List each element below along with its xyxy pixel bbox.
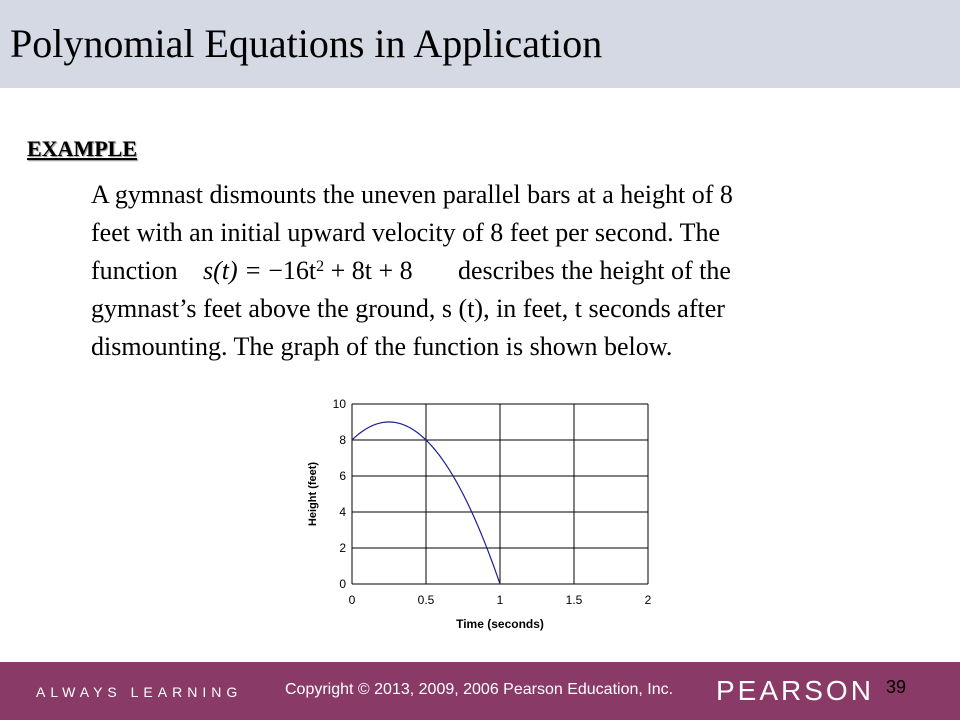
y-tick-label: 4 <box>339 505 346 519</box>
footer-bar <box>0 662 960 720</box>
slide-title: Polynomial Equations in Application <box>10 21 603 66</box>
y-tick-label: 10 <box>332 397 346 411</box>
footer-tagline: ALWAYS LEARNING <box>36 684 243 700</box>
paragraph-line-3-post: describes the height of the <box>458 256 731 285</box>
example-label: EXAMPLE <box>27 136 137 161</box>
y-tick-label: 0 <box>339 577 346 591</box>
paragraph-line-3 <box>91 252 891 290</box>
height-equation <box>203 252 458 290</box>
x-axis-label: Time (seconds) <box>456 617 544 631</box>
paragraph-line-1: A gymnast dismounts the uneven parallel bars at a height of 8 <box>91 180 733 209</box>
equation-rest: + 8t + 8 <box>324 256 413 285</box>
y-axis-label: Height (feet) <box>307 461 319 527</box>
paragraph-line-3-pre: function <box>91 256 178 285</box>
equation-lhs: s(t) = <box>203 256 269 285</box>
equation-exponent: 2 <box>316 258 325 275</box>
x-tick-label: 1.5 <box>565 593 583 607</box>
x-tick-label: 1 <box>496 593 504 607</box>
y-tick-label: 8 <box>339 433 346 447</box>
y-tick-label: 2 <box>339 541 346 555</box>
paragraph-line-5: dismounting. The graph of the function is shown below. <box>91 332 673 361</box>
title-bar <box>0 0 960 88</box>
x-tick-label: 0.5 <box>417 593 435 607</box>
problem-paragraph <box>91 176 891 366</box>
footer-copyright: Copyright © 2013, 2009, 2006 Pearson Education, Inc. <box>285 681 674 698</box>
paragraph-line-4: gymnast’s feet above the ground, s (t), in feet, t seconds after <box>91 294 725 323</box>
pearson-logo: PEARSON <box>716 675 874 706</box>
x-tick-label: 0 <box>348 593 356 607</box>
page-number: 39 <box>886 677 907 697</box>
paragraph-line-2: feet with an initial upward velocity of 8 feet per second. The <box>91 218 721 247</box>
y-tick-label: 6 <box>339 469 346 483</box>
height-time-chart <box>300 390 670 640</box>
x-tick-label: 2 <box>644 593 652 607</box>
equation-term1: −16t <box>268 256 317 285</box>
